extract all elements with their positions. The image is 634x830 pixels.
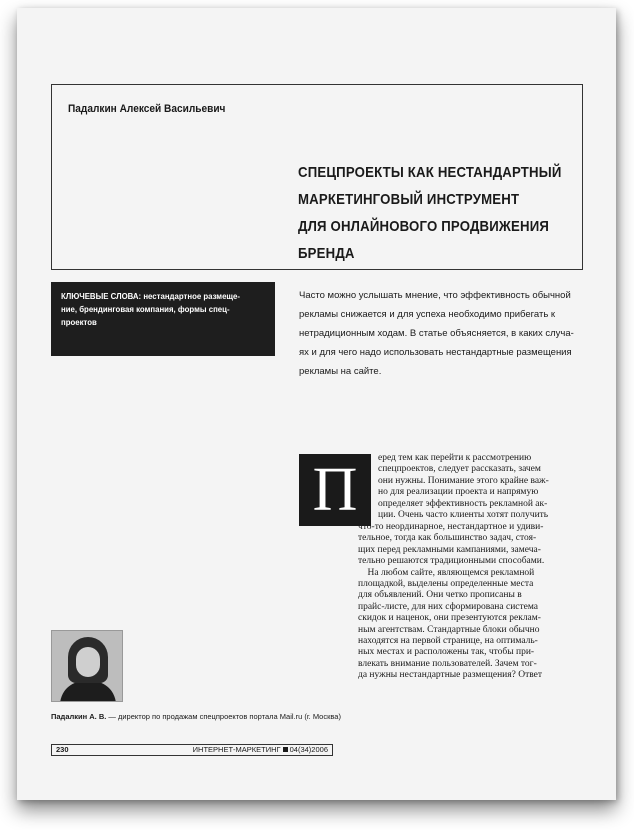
body-line: влекать внимание пользователей. Зачем тог-: [358, 658, 537, 669]
title-line: МАРКЕТИНГОВЫЙ ИНСТРУМЕНТ: [298, 191, 520, 208]
body-line: спецпроектов, следует рассказать, зачем: [378, 464, 541, 475]
body-line: площадкой, выделены определенные места: [358, 579, 534, 590]
keywords-line: КЛЮЧЕВЫЕ СЛОВА: нестандартное размеще-: [61, 291, 240, 301]
square-bullet-icon: [283, 747, 288, 752]
abstract-line: нетрадиционным ходам. В статье объясняется, в каких случа-: [299, 328, 574, 339]
photo-caption: [51, 712, 341, 721]
magazine-name: ИНТЕРНЕТ-МАРКЕТИНГ: [192, 745, 281, 754]
body-line: они нужны. Понимание этого крайне важ-: [378, 475, 549, 486]
page-number: 230: [56, 745, 69, 754]
body-line: ных местах и расположены так, чтобы при-: [358, 647, 535, 658]
title-line: ДЛЯ ОНЛАЙНОВОГО ПРОДВИЖЕНИЯ: [298, 218, 550, 235]
body-line: тельно решаются традиционными способами.: [358, 556, 545, 567]
keywords-line: ние, брендинговая компания, формы спец-: [61, 304, 230, 314]
body-line: определяет эффективность рекламной ак-: [378, 498, 548, 509]
body-line: ции. Очень часто клиенты хотят получить: [378, 510, 549, 521]
body-line: но для реализации проекта и напрямую: [378, 487, 539, 498]
issue-number: 04(34)2006: [289, 745, 328, 754]
body-line: да нужны нестандартные размещения? Ответ: [358, 670, 543, 681]
body-text: [358, 522, 544, 682]
body-line: ным агентствам. Стандартные блоки обычно: [358, 624, 540, 635]
abstract-line: рекламы на сайте.: [299, 366, 382, 377]
author-name: Падалкин Алексей Васильевич: [68, 103, 226, 115]
photo-face: [76, 647, 100, 677]
footer-magazine: [193, 745, 328, 755]
body-line: для объявлений. Они четко прописаны в: [358, 590, 522, 601]
page-footer: [51, 744, 333, 756]
body-text-beside-dropcap: [378, 453, 549, 521]
abstract-line: рекламы снижается и для успеха необходимо прибегать к: [299, 309, 556, 320]
body-line: еред тем как перейти к рассмотрению: [378, 453, 532, 463]
header-box: [51, 84, 583, 270]
drop-cap: П: [299, 454, 371, 526]
title-line: СПЕЦПРОЕКТЫ КАК НЕСТАНДАРТНЫЙ: [298, 164, 562, 181]
keywords-box: [51, 282, 275, 356]
body-line: тельное, тогда как большинство задач, стоя-: [358, 533, 537, 544]
title-line: БРЕНДА: [298, 245, 355, 262]
caption-text: — директор по продажам спецпроектов портала Mail.ru (г. Москва): [106, 712, 341, 721]
journal-page: [17, 8, 616, 800]
author-photo: [51, 630, 123, 702]
body-line: прайс-листе, для них сформирована система: [358, 601, 539, 612]
photo-shoulders: [60, 681, 116, 702]
body-line: щих перед рекламными кампаниями, замеча-: [358, 544, 541, 555]
caption-name: Падалкин А. В.: [51, 712, 107, 721]
body-line: На любом сайте, являющемся рекламной: [358, 567, 535, 578]
keywords-line: проектов: [61, 317, 97, 327]
body-line: что-то неординарное, нестандартное и удиви-: [358, 522, 544, 532]
body-line: скидок и наценок, они презентуются реклам-: [358, 613, 541, 624]
article-title: [298, 159, 562, 267]
abstract-line: Часто можно услышать мнение, что эффективность обычной: [299, 290, 571, 301]
body-line: находятся на первой странице, на оптималь-: [358, 636, 538, 647]
abstract-line: ях и для чего надо использовать нестандартные размещения: [299, 347, 572, 358]
abstract: [299, 286, 589, 381]
